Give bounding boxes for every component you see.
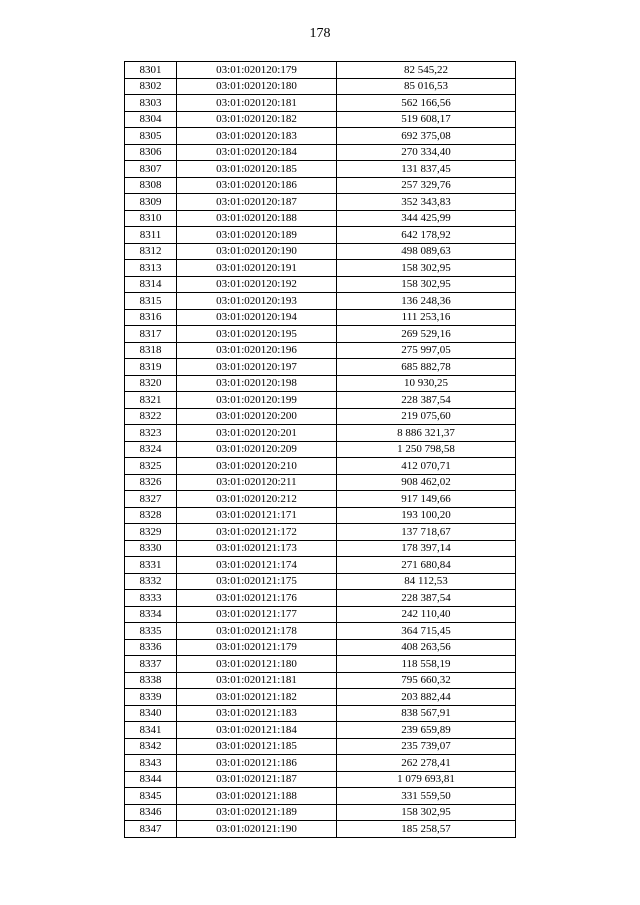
cadastral-number-cell: 03:01:020120:194 <box>177 309 337 326</box>
amount-cell: 178 397,14 <box>337 540 516 557</box>
table-row <box>125 672 516 689</box>
row-number-cell: 8340 <box>125 705 177 722</box>
table-row <box>125 359 516 376</box>
amount-cell: 352 343,83 <box>337 194 516 211</box>
amount-cell: 692 375,08 <box>337 128 516 145</box>
cadastral-number-cell: 03:01:020120:191 <box>177 260 337 277</box>
table-row <box>125 144 516 161</box>
cadastral-number-cell: 03:01:020120:196 <box>177 342 337 359</box>
table-row <box>125 177 516 194</box>
cadastral-number-cell: 03:01:020121:171 <box>177 507 337 524</box>
cadastral-number-cell: 03:01:020121:190 <box>177 821 337 838</box>
amount-cell: 131 837,45 <box>337 161 516 178</box>
amount-cell: 235 739,07 <box>337 738 516 755</box>
amount-cell: 228 387,54 <box>337 590 516 607</box>
cadastral-number-cell: 03:01:020120:181 <box>177 95 337 112</box>
row-number-cell: 8315 <box>125 293 177 310</box>
row-number-cell: 8346 <box>125 804 177 821</box>
cadastral-number-cell: 03:01:020121:174 <box>177 557 337 574</box>
amount-cell: 344 425,99 <box>337 210 516 227</box>
row-number-cell: 8317 <box>125 326 177 343</box>
amount-cell: 275 997,05 <box>337 342 516 359</box>
table-row <box>125 474 516 491</box>
table-row <box>125 161 516 178</box>
amount-cell: 158 302,95 <box>337 276 516 293</box>
table-row <box>125 722 516 739</box>
table-row <box>125 590 516 607</box>
row-number-cell: 8327 <box>125 491 177 508</box>
row-number-cell: 8322 <box>125 408 177 425</box>
table-row <box>125 95 516 112</box>
cadastral-number-cell: 03:01:020120:185 <box>177 161 337 178</box>
amount-cell: 908 462,02 <box>337 474 516 491</box>
cadastral-number-cell: 03:01:020120:189 <box>177 227 337 244</box>
table-row <box>125 425 516 442</box>
row-number-cell: 8331 <box>125 557 177 574</box>
cadastral-number-cell: 03:01:020120:212 <box>177 491 337 508</box>
row-number-cell: 8326 <box>125 474 177 491</box>
cadastral-number-cell: 03:01:020120:201 <box>177 425 337 442</box>
cadastral-number-cell: 03:01:020120:200 <box>177 408 337 425</box>
table-row <box>125 62 516 79</box>
row-number-cell: 8304 <box>125 111 177 128</box>
amount-cell: 795 660,32 <box>337 672 516 689</box>
table-row <box>125 111 516 128</box>
table-row <box>125 309 516 326</box>
cadastral-number-cell: 03:01:020121:179 <box>177 639 337 656</box>
cadastral-number-cell: 03:01:020121:185 <box>177 738 337 755</box>
amount-cell: 364 715,45 <box>337 623 516 640</box>
row-number-cell: 8301 <box>125 62 177 79</box>
amount-cell: 10 930,25 <box>337 375 516 392</box>
amount-cell: 1 079 693,81 <box>337 771 516 788</box>
amount-cell: 85 016,53 <box>337 78 516 95</box>
row-number-cell: 8309 <box>125 194 177 211</box>
table-row <box>125 128 516 145</box>
cadastral-number-cell: 03:01:020120:184 <box>177 144 337 161</box>
row-number-cell: 8328 <box>125 507 177 524</box>
row-number-cell: 8324 <box>125 441 177 458</box>
cadastral-number-cell: 03:01:020120:209 <box>177 441 337 458</box>
table-row <box>125 276 516 293</box>
amount-cell: 269 529,16 <box>337 326 516 343</box>
cadastral-number-cell: 03:01:020120:193 <box>177 293 337 310</box>
row-number-cell: 8347 <box>125 821 177 838</box>
amount-cell: 111 253,16 <box>337 309 516 326</box>
cadastral-number-cell: 03:01:020121:175 <box>177 573 337 590</box>
cadastral-number-cell: 03:01:020121:186 <box>177 755 337 772</box>
amount-cell: 642 178,92 <box>337 227 516 244</box>
row-number-cell: 8332 <box>125 573 177 590</box>
row-number-cell: 8342 <box>125 738 177 755</box>
amount-cell: 412 070,71 <box>337 458 516 475</box>
amount-cell: 257 329,76 <box>337 177 516 194</box>
amount-cell: 1 250 798,58 <box>337 441 516 458</box>
cadastral-number-cell: 03:01:020121:183 <box>177 705 337 722</box>
cadastral-number-cell: 03:01:020120:192 <box>177 276 337 293</box>
table-row <box>125 540 516 557</box>
amount-cell: 185 258,57 <box>337 821 516 838</box>
table-row <box>125 408 516 425</box>
table-row <box>125 788 516 805</box>
cadastral-number-cell: 03:01:020121:173 <box>177 540 337 557</box>
amount-cell: 239 659,89 <box>337 722 516 739</box>
amount-cell: 242 110,40 <box>337 606 516 623</box>
table-row <box>125 804 516 821</box>
cadastral-number-cell: 03:01:020120:190 <box>177 243 337 260</box>
amount-cell: 498 089,63 <box>337 243 516 260</box>
cadastral-number-cell: 03:01:020120:211 <box>177 474 337 491</box>
cadastral-number-cell: 03:01:020121:176 <box>177 590 337 607</box>
cadastral-number-cell: 03:01:020120:183 <box>177 128 337 145</box>
table-row <box>125 375 516 392</box>
row-number-cell: 8307 <box>125 161 177 178</box>
cadastral-number-cell: 03:01:020121:180 <box>177 656 337 673</box>
table-row <box>125 821 516 838</box>
table-row <box>125 260 516 277</box>
cadastral-number-cell: 03:01:020120:195 <box>177 326 337 343</box>
row-number-cell: 8302 <box>125 78 177 95</box>
row-number-cell: 8333 <box>125 590 177 607</box>
table-row <box>125 689 516 706</box>
row-number-cell: 8341 <box>125 722 177 739</box>
amount-cell: 137 718,67 <box>337 524 516 541</box>
table-row <box>125 194 516 211</box>
amount-cell: 158 302,95 <box>337 260 516 277</box>
row-number-cell: 8320 <box>125 375 177 392</box>
table-row <box>125 705 516 722</box>
table-row <box>125 293 516 310</box>
row-number-cell: 8338 <box>125 672 177 689</box>
amount-cell: 519 608,17 <box>337 111 516 128</box>
cadastral-number-cell: 03:01:020120:182 <box>177 111 337 128</box>
cadastral-number-cell: 03:01:020120:187 <box>177 194 337 211</box>
table-body <box>125 62 516 838</box>
amount-cell: 203 882,44 <box>337 689 516 706</box>
cadastral-number-cell: 03:01:020121:178 <box>177 623 337 640</box>
table-row <box>125 441 516 458</box>
row-number-cell: 8345 <box>125 788 177 805</box>
cadastral-number-cell: 03:01:020120:186 <box>177 177 337 194</box>
table-row <box>125 524 516 541</box>
cadastral-number-cell: 03:01:020120:210 <box>177 458 337 475</box>
cadastral-number-cell: 03:01:020120:188 <box>177 210 337 227</box>
amount-cell: 917 149,66 <box>337 491 516 508</box>
amount-cell: 136 248,36 <box>337 293 516 310</box>
table-row <box>125 738 516 755</box>
row-number-cell: 8319 <box>125 359 177 376</box>
amount-cell: 193 100,20 <box>337 507 516 524</box>
row-number-cell: 8334 <box>125 606 177 623</box>
row-number-cell: 8336 <box>125 639 177 656</box>
cadastral-number-cell: 03:01:020121:172 <box>177 524 337 541</box>
amount-cell: 84 112,53 <box>337 573 516 590</box>
amount-cell: 158 302,95 <box>337 804 516 821</box>
row-number-cell: 8316 <box>125 309 177 326</box>
table-row <box>125 227 516 244</box>
row-number-cell: 8335 <box>125 623 177 640</box>
amount-cell: 219 075,60 <box>337 408 516 425</box>
row-number-cell: 8325 <box>125 458 177 475</box>
amount-cell: 562 166,56 <box>337 95 516 112</box>
row-number-cell: 8318 <box>125 342 177 359</box>
amount-cell: 82 545,22 <box>337 62 516 79</box>
data-table <box>124 61 516 838</box>
row-number-cell: 8314 <box>125 276 177 293</box>
table-row <box>125 606 516 623</box>
table-row <box>125 326 516 343</box>
row-number-cell: 8306 <box>125 144 177 161</box>
cadastral-number-cell: 03:01:020121:182 <box>177 689 337 706</box>
row-number-cell: 8311 <box>125 227 177 244</box>
cadastral-number-cell: 03:01:020121:188 <box>177 788 337 805</box>
cadastral-number-cell: 03:01:020121:187 <box>177 771 337 788</box>
page-number: 178 <box>309 26 331 41</box>
amount-cell: 118 558,19 <box>337 656 516 673</box>
cadastral-number-cell: 03:01:020120:179 <box>177 62 337 79</box>
cadastral-number-cell: 03:01:020121:181 <box>177 672 337 689</box>
row-number-cell: 8329 <box>125 524 177 541</box>
table-row <box>125 78 516 95</box>
amount-cell: 8 886 321,37 <box>337 425 516 442</box>
table-row <box>125 342 516 359</box>
table-row <box>125 243 516 260</box>
table-row <box>125 458 516 475</box>
row-number-cell: 8344 <box>125 771 177 788</box>
row-number-cell: 8305 <box>125 128 177 145</box>
table-row <box>125 210 516 227</box>
table-row <box>125 639 516 656</box>
amount-cell: 685 882,78 <box>337 359 516 376</box>
cadastral-number-cell: 03:01:020121:189 <box>177 804 337 821</box>
cadastral-number-cell: 03:01:020121:184 <box>177 722 337 739</box>
row-number-cell: 8323 <box>125 425 177 442</box>
row-number-cell: 8343 <box>125 755 177 772</box>
row-number-cell: 8308 <box>125 177 177 194</box>
row-number-cell: 8310 <box>125 210 177 227</box>
table-row <box>125 623 516 640</box>
table-row <box>125 507 516 524</box>
table-row <box>125 557 516 574</box>
cadastral-number-cell: 03:01:020121:177 <box>177 606 337 623</box>
amount-cell: 838 567,91 <box>337 705 516 722</box>
cadastral-number-cell: 03:01:020120:198 <box>177 375 337 392</box>
table-row <box>125 392 516 409</box>
row-number-cell: 8339 <box>125 689 177 706</box>
row-number-cell: 8303 <box>125 95 177 112</box>
amount-cell: 228 387,54 <box>337 392 516 409</box>
table-row <box>125 771 516 788</box>
amount-cell: 331 559,50 <box>337 788 516 805</box>
amount-cell: 408 263,56 <box>337 639 516 656</box>
row-number-cell: 8312 <box>125 243 177 260</box>
cadastral-number-cell: 03:01:020120:197 <box>177 359 337 376</box>
table-row <box>125 491 516 508</box>
amount-cell: 270 334,40 <box>337 144 516 161</box>
table-row <box>125 573 516 590</box>
amount-cell: 271 680,84 <box>337 557 516 574</box>
table-row <box>125 656 516 673</box>
row-number-cell: 8337 <box>125 656 177 673</box>
cadastral-number-cell: 03:01:020120:180 <box>177 78 337 95</box>
amount-cell: 262 278,41 <box>337 755 516 772</box>
row-number-cell: 8321 <box>125 392 177 409</box>
row-number-cell: 8313 <box>125 260 177 277</box>
row-number-cell: 8330 <box>125 540 177 557</box>
cadastral-number-cell: 03:01:020120:199 <box>177 392 337 409</box>
table-row <box>125 755 516 772</box>
